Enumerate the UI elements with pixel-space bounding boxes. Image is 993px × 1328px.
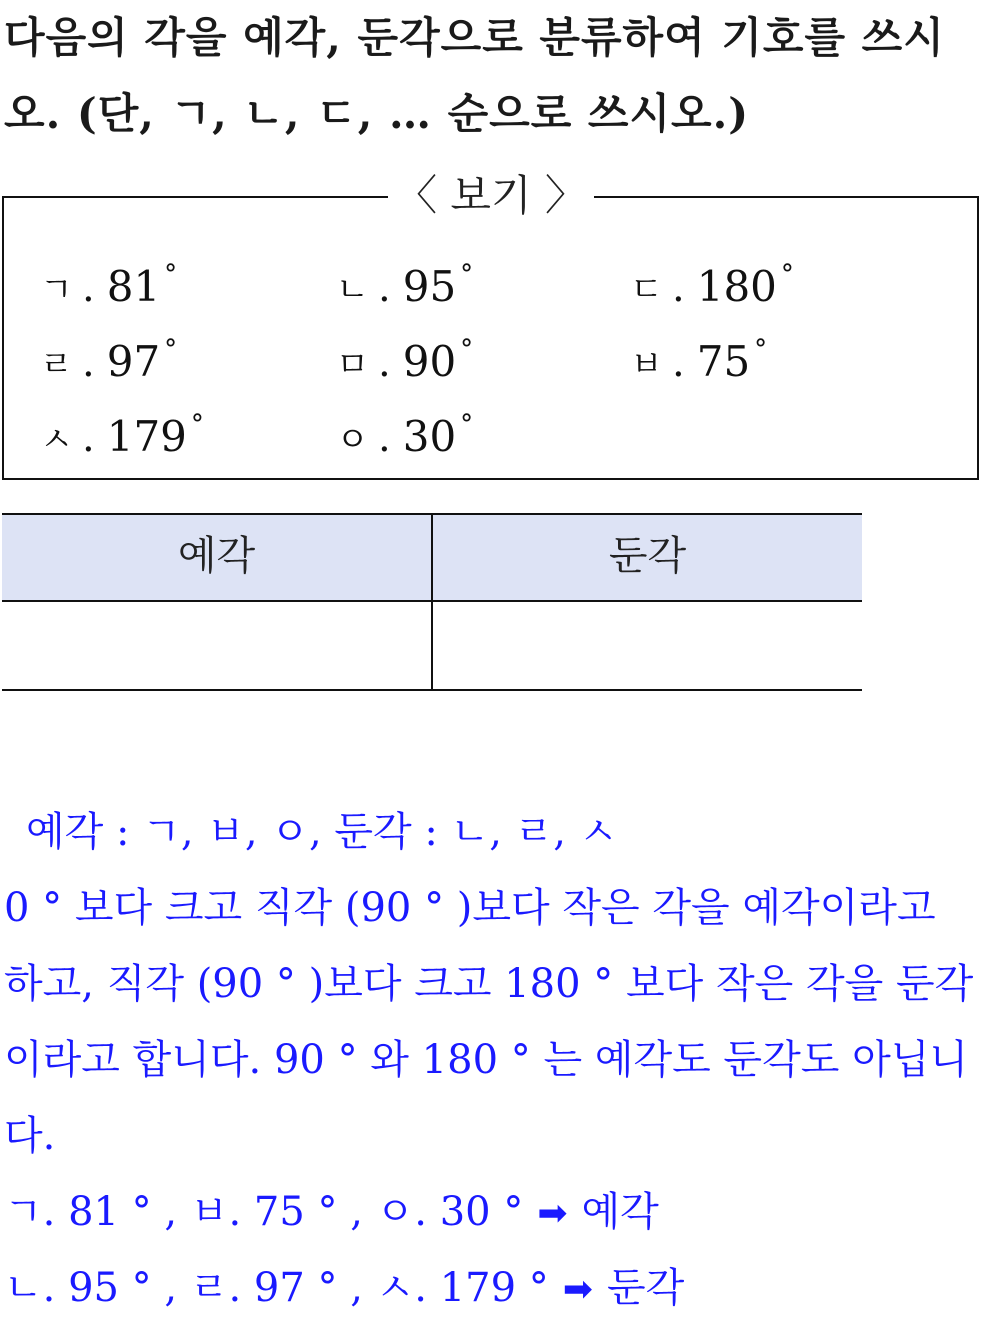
arrow-icon: ➡ xyxy=(537,1193,568,1234)
bogi-item-value: 95 xyxy=(402,262,457,311)
bogi-item-rieul: ㄹ . 97 ° xyxy=(40,325,177,390)
solution-acute-label: 예각 xyxy=(581,1189,659,1235)
solution-line-5: 다. xyxy=(4,1113,56,1159)
bogi-item-value: 90 xyxy=(402,337,457,386)
solution-acute-list: ㄱ. 81 ° , ㅂ. 75 ° , ㅇ. 30 ° xyxy=(4,1189,524,1235)
bogi-title: 〈 보기 〉 xyxy=(388,168,594,224)
bogi-item-value: 75 xyxy=(696,337,751,386)
solution-line-6 xyxy=(4,1174,993,1250)
solution-line-1: 예각 : ㄱ, ㅂ, ㅇ, 둔각 : ㄴ, ㄹ, ㅅ xyxy=(26,809,618,855)
solution-line-4: 이라고 합니다. 90 ° 와 180 ° 는 예각도 둔각도 아닙니 xyxy=(4,1037,968,1083)
header-obtuse: 둔각 xyxy=(608,533,687,579)
solution-line-3: 하고, 직각 (90 ° )보다 크고 180 ° 보다 작은 각을 둔각 xyxy=(4,961,974,1007)
question-line-2: 오. (단, ㄱ, ㄴ, ㄷ, … 순으로 쓰시오.) xyxy=(4,89,750,138)
arrow-icon: ➡ xyxy=(562,1269,593,1310)
solution-obtuse-list: ㄴ. 95 ° , ㄹ. 97 ° , ㅅ. 179 ° xyxy=(4,1265,549,1311)
solution-obtuse-label: 둔각 xyxy=(606,1265,685,1311)
bogi-item-value: 97 xyxy=(106,337,161,386)
bogi-item-value: 179 xyxy=(106,412,187,461)
question-text xyxy=(4,0,989,152)
bogi-item-label: ㅇ xyxy=(336,420,369,460)
bogi-item-mieum: ㅁ . 90 ° xyxy=(336,325,473,390)
answer-cell-obtuse[interactable] xyxy=(433,602,862,689)
solution-line-7 xyxy=(4,1250,993,1326)
solution-line-2: 0 ° 보다 크고 직각 (90 ° )보다 작은 각을 예각이라고 xyxy=(4,885,936,931)
bogi-item-ieung: ㅇ . 30 ° xyxy=(336,400,473,465)
answer-cell-acute[interactable] xyxy=(2,602,431,689)
bogi-item-siot: ㅅ . 179 ° xyxy=(40,400,204,465)
bogi-item-label: ㄷ xyxy=(630,270,663,310)
bogi-item-label: ㅂ xyxy=(630,345,663,385)
bogi-item-bieup: ㅂ . 75 ° xyxy=(630,325,767,390)
bogi-item-label: ㄹ xyxy=(40,345,73,385)
solution-text xyxy=(4,794,993,1326)
header-acute: 예각 xyxy=(177,533,256,579)
bogi-item-label: ㄴ xyxy=(336,270,369,310)
bogi-item-label: ㅁ xyxy=(336,345,369,385)
bogi-item-giyeok: ㄱ . 81 ° xyxy=(40,250,177,315)
bogi-item-value: 30 xyxy=(402,412,457,461)
answer-table xyxy=(2,513,862,691)
bogi-item-label: ㅅ xyxy=(40,420,73,460)
bogi-item-label: ㄱ xyxy=(40,270,73,310)
bogi-item-digeut: ㄷ . 180 ° xyxy=(630,250,794,315)
bogi-item-value: 81 xyxy=(106,262,161,311)
bogi-item-nieun: ㄴ . 95 ° xyxy=(336,250,473,315)
question-line-1: 다음의 각을 예각, 둔각으로 분류하여 기호를 쓰시 xyxy=(4,13,945,62)
bogi-item-value: 180 xyxy=(696,262,777,311)
